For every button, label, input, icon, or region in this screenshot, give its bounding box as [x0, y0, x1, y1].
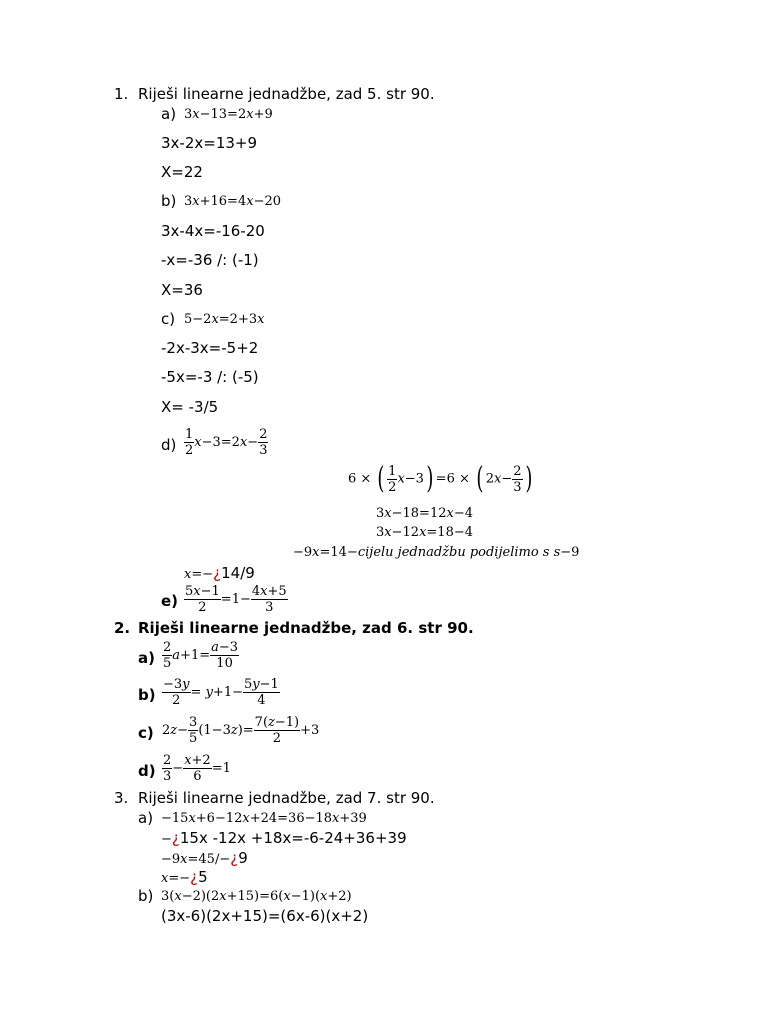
equation-1b: 3x+16=4x−20 — [184, 194, 282, 209]
equation-1e: $\frac{5x-1}{2}$ =1− $\frac{4x+5}{3}$ — [185, 584, 287, 615]
label-2c: c) — [138, 724, 154, 742]
step-1b-3: X=36 — [161, 281, 203, 299]
equation-1c: 5−2x=2+3x — [184, 312, 265, 327]
step-1d-3: 3x−12x=18−4 — [376, 525, 474, 540]
step-3a-1: −¿15x -12x +18x=-6-24+36+39 — [161, 829, 407, 847]
label-3b: b) — [138, 887, 154, 905]
equation-2b: $\frac{-3y}{2}$ = y+1− $\frac{5y-1}{4}$ — [163, 677, 279, 708]
task-1-title: Riješi linearne jednadžbe, zad 5. str 90. — [138, 85, 435, 103]
label-2b: b) — [138, 686, 156, 704]
task-3-title: Riješi linearne jednadžbe, zad 7. str 90. — [138, 789, 435, 807]
label-2d: d) — [138, 762, 156, 780]
step-1d-5: x=−¿14/9 — [184, 564, 255, 582]
task-1-number: 1. — [114, 85, 129, 103]
step-1b-2: -x=-36 /: (-1) — [161, 251, 259, 269]
task-3-number: 3. — [114, 789, 129, 807]
label-3a: a) — [138, 809, 154, 827]
equation-3b: 3(x−2)(2x+15)=6(x−1)(x+2) — [161, 889, 352, 904]
step-1d-1: 6 × ( $\frac{1}{2}$ x−3) =6 × ( 2x− $\frac{2}{3}$ ) — [348, 461, 532, 496]
step-3a-2: −9x=45/−¿9 — [161, 849, 248, 867]
equation-1a: 3x−13=2x+9 — [184, 107, 273, 122]
equation-1d: $\frac{1}{2}$ x−3=2x− $\frac{2}{3}$ — [185, 427, 268, 458]
step-1a-1: 3x-2x=13+9 — [161, 134, 258, 152]
step-1a-2: X=22 — [161, 163, 203, 181]
label-2a: a) — [138, 649, 155, 667]
step-1d-4: −9x=14−cijelu jednadžbu podijelimo s s−9 — [293, 545, 580, 560]
equation-2c: 2z− $\frac{3}{5}$ (1−3z)= $\frac{7(z-1)}{2}$ +3 — [162, 715, 320, 746]
task-2-number: 2. — [114, 619, 131, 637]
equation-3a: −15x+6−12x+24=36−18x+39 — [161, 811, 367, 826]
step-1d-2: 3x−18=12x−4 — [376, 506, 474, 521]
label-1b: b) — [161, 192, 177, 210]
step-1b-1: 3x-4x=-16-20 — [161, 222, 265, 240]
equation-2d: $\frac{2}{3}$ − $\frac{x+2}{6}$ =1 — [163, 753, 231, 784]
label-1e: e) — [161, 592, 179, 610]
label-1c: c) — [161, 310, 176, 328]
label-1a: a) — [161, 105, 177, 123]
step-1c-3: X= -3/5 — [161, 398, 219, 416]
step-1c-1: -2x-3x=-5+2 — [161, 339, 259, 357]
step-3b-1: (3x-6)(2x+15)=(6x-6)(x+2) — [161, 907, 369, 925]
step-1c-2: -5x=-3 /: (-5) — [161, 368, 259, 386]
equation-2a: $\frac{2}{5}$ a+1= $\frac{a-3}{10}$ — [163, 640, 239, 671]
step-3a-3: x=−¿5 — [161, 868, 208, 886]
label-1d: d) — [161, 436, 177, 454]
task-2-title: Riješi linearne jednadžbe, zad 6. str 90. — [138, 619, 474, 637]
